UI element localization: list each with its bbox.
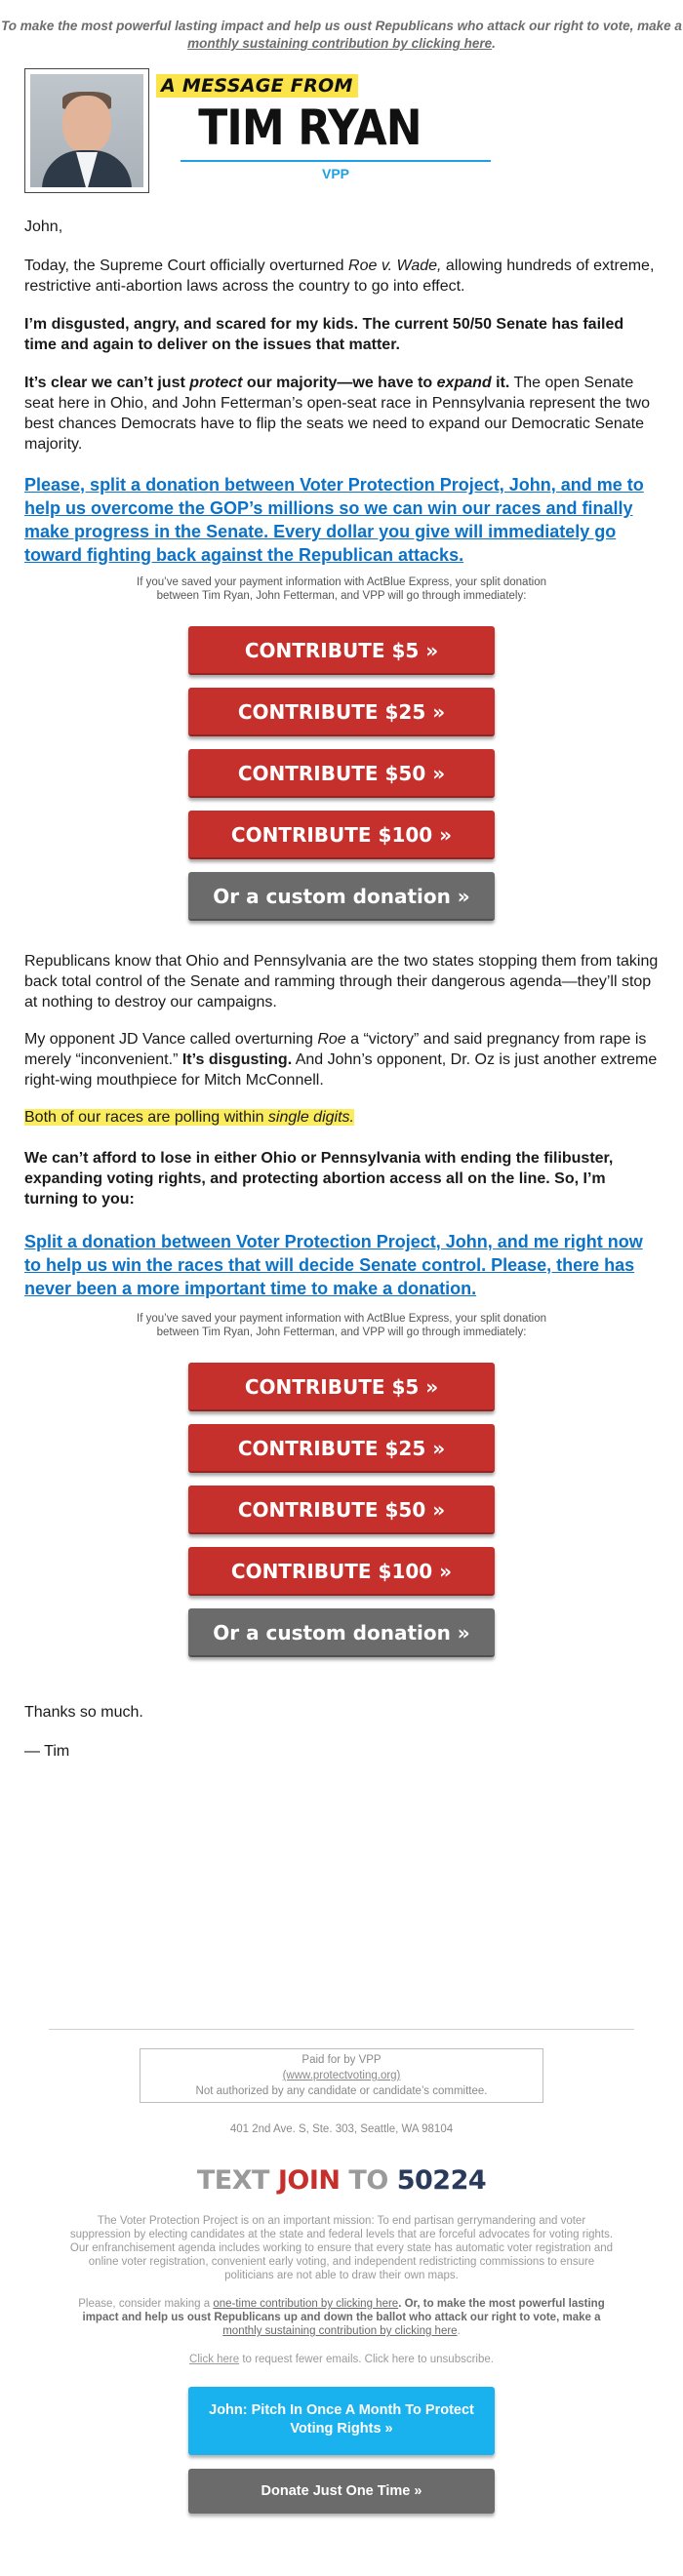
contribute-50-button-2[interactable]: CONTRIBUTE $50 » <box>188 1486 495 1534</box>
text-join-banner <box>0 2165 683 2196</box>
portrait-image <box>30 74 143 187</box>
split-donation-link-2[interactable]: Split a donation between Voter Protection Project, John, and me right now to help us win the races that will decide Senate control. Please, there has never been a more important time to make a donation. <box>24 1232 643 1298</box>
paid-for-box <box>140 2048 543 2103</box>
consider-paragraph <box>68 2297 615 2338</box>
short-code: 50224 <box>396 2165 487 2196</box>
contribute-5-button-2[interactable]: CONTRIBUTE $5 » <box>188 1363 495 1411</box>
contribute-50-button[interactable]: CONTRIBUTE $50 » <box>188 749 495 798</box>
p3-italic-protect: protect <box>189 375 243 391</box>
email-preferences <box>68 2353 615 2366</box>
paragraph-roe <box>24 256 659 297</box>
paragraph-republicans: Republicans know that Ohio and Pennsylvania are the two states stopping them from taking back total control of the Senate and ramming through their dangerous agenda—they’ll stop at nothing to destroy our campaigns. <box>24 953 659 1011</box>
p5-italic: Roe <box>317 1031 346 1048</box>
paragraph-polling <box>24 1107 659 1128</box>
top-note-text: To make the most powerful lasting impact and help us oust Republicans who attack our right to vote, make a <box>1 19 682 33</box>
contribute-5-button[interactable]: CONTRIBUTE $5 » <box>188 626 495 675</box>
p1-text: Today, the Supreme Court officially overturned <box>24 258 349 274</box>
email-header <box>24 68 659 195</box>
footer-monthly-link[interactable]: monthly sustaining contribution by clicking here <box>222 2325 458 2337</box>
p5-text-end: And John’s opponent, Dr. Oz is just another extreme right-wing mouthpiece for Mitch McConnell. <box>24 1051 658 1089</box>
p3-bold-2: our majority—we have to <box>242 375 437 391</box>
sender-name: TIM RYAN <box>198 99 422 156</box>
donate-one-time-button[interactable]: Donate Just One Time » <box>188 2469 495 2514</box>
signoff: — Tim <box>24 1743 70 1760</box>
sender-photo <box>24 68 149 193</box>
header-divider <box>181 160 491 162</box>
to-word: TO <box>348 2165 388 2196</box>
paragraph-cant-afford: We can’t afford to lose in either Ohio or Pennsylvania with ending the filibuster, expanding voting rights, and protecting abortion access all on the line. So, I’m turning to you: <box>24 1150 614 1208</box>
fewer-emails-link[interactable]: Click here <box>189 2354 240 2365</box>
p6-italic: single digits. <box>267 1109 354 1126</box>
contribute-25-button[interactable]: CONTRIBUTE $25 » <box>188 688 495 736</box>
contribute-100-button-2[interactable]: CONTRIBUTE $100 » <box>188 1547 495 1596</box>
vpp-website-link[interactable]: (www.protectvoting.org) <box>282 2070 401 2081</box>
not-authorized-text: Not authorized by any candidate or candidate’s committee. <box>195 2085 488 2097</box>
thanks-line: Thanks so much. <box>24 1704 143 1721</box>
p3-bold: It’s clear we can’t just <box>24 375 190 391</box>
paragraph-expand <box>24 373 659 455</box>
p1-text-end: allowing hundreds of extreme, restrictive anti-abortion laws across the country to go into effect. <box>24 258 655 295</box>
p1-italic: Roe v. Wade, <box>348 258 442 274</box>
consider-bold: . Or, to make the most powerful lasting impact and help us oust Republicans up and down the ballot who attack our right to vote, make a <box>82 2298 605 2323</box>
consider-end: . <box>457 2325 461 2337</box>
p5-text-mid: a “victory” and said pregnancy from rape is merely “inconvenient.” <box>24 1031 647 1068</box>
p5-bold: It’s disgusting. <box>181 1051 293 1068</box>
top-note <box>0 18 683 53</box>
p3-italic-expand: expand <box>436 375 492 391</box>
message-from-label: A MESSAGE FROM <box>156 74 358 98</box>
footer-divider <box>49 2029 634 2030</box>
text-word: TEXT <box>196 2165 269 2196</box>
paid-by-text: Paid for by VPP <box>301 2054 382 2066</box>
greeting: John, <box>24 218 63 235</box>
monthly-pitch-in-button[interactable]: John: Pitch In Once A Month To Protect Voting Rights » <box>188 2387 495 2455</box>
contribute-100-button[interactable]: CONTRIBUTE $100 » <box>188 811 495 859</box>
mission-statement: The Voter Protection Project is on an important mission: To end partisan gerrymandering and voter suppression by electing candidates at the state and federal levels that are forceful advocates for voting rights. Our enfranchisement agenda includes working to ensure that every state has automatic voter registration and online voter registration, convenient early voting, and independent redistricting commissions to ensure politicians are not able to draw their own maps. <box>69 2215 614 2281</box>
p5-text: My opponent JD Vance called overturning <box>24 1031 318 1048</box>
polling-highlight <box>24 1109 354 1126</box>
monthly-contribution-link[interactable]: monthly sustaining contribution by clicking here <box>187 36 493 51</box>
top-note-end: . <box>492 36 496 51</box>
p3-text: The open Senate seat here in Ohio, and John Fetterman’s open-seat race in Pennsylvania represent the two best chances Democrats have to flip the seats we need to expand our Democratic Senate majority. <box>24 375 650 453</box>
consider-text: Please, consider making a <box>78 2298 214 2310</box>
portrait-face <box>62 96 111 154</box>
unsubscribe-text: to request fewer emails. Click here to unsubscribe. <box>239 2354 494 2365</box>
join-word: JOIN <box>277 2165 341 2196</box>
cta-paragraph-2 <box>24 1231 659 1301</box>
express-note-1: If you’ve saved your payment information with ActBlue Express, your split donation between Tim Ryan, John Fetterman, and VPP will go through immediately: <box>137 576 546 602</box>
paragraph-disgusted: I’m disgusted, angry, and scared for my kids. The current 50/50 Senate has failed time and again to deliver on the issues that matter. <box>24 316 624 353</box>
express-note-2: If you’ve saved your payment information with ActBlue Express, your split donation between Tim Ryan, John Fetterman, and VPP will go through immediately: <box>137 1313 546 1338</box>
custom-donation-button-2[interactable]: Or a custom donation » <box>188 1608 495 1657</box>
sender-org: VPP <box>321 166 349 181</box>
split-donation-link-1[interactable]: Please, split a donation between Voter Protection Project, John, and me to help us overcome the GOP’s millions so we can win our races and finally make progress in the Senate. Every dollar you give will immediately go toward fighting back against the Republican attacks. <box>24 475 644 565</box>
mailing-address: 401 2nd Ave. S, Ste. 303, Seattle, WA 98104 <box>229 2123 454 2135</box>
one-time-contribution-link[interactable]: one-time contribution by clicking here <box>213 2298 399 2310</box>
paragraph-opponents <box>24 1029 659 1090</box>
p6-text: Both of our races are polling within <box>24 1109 268 1126</box>
custom-donation-button[interactable]: Or a custom donation » <box>188 872 495 921</box>
cta-paragraph-1 <box>24 474 659 568</box>
p3-bold-3: it. <box>491 375 510 391</box>
contribute-25-button-2[interactable]: CONTRIBUTE $25 » <box>188 1424 495 1473</box>
